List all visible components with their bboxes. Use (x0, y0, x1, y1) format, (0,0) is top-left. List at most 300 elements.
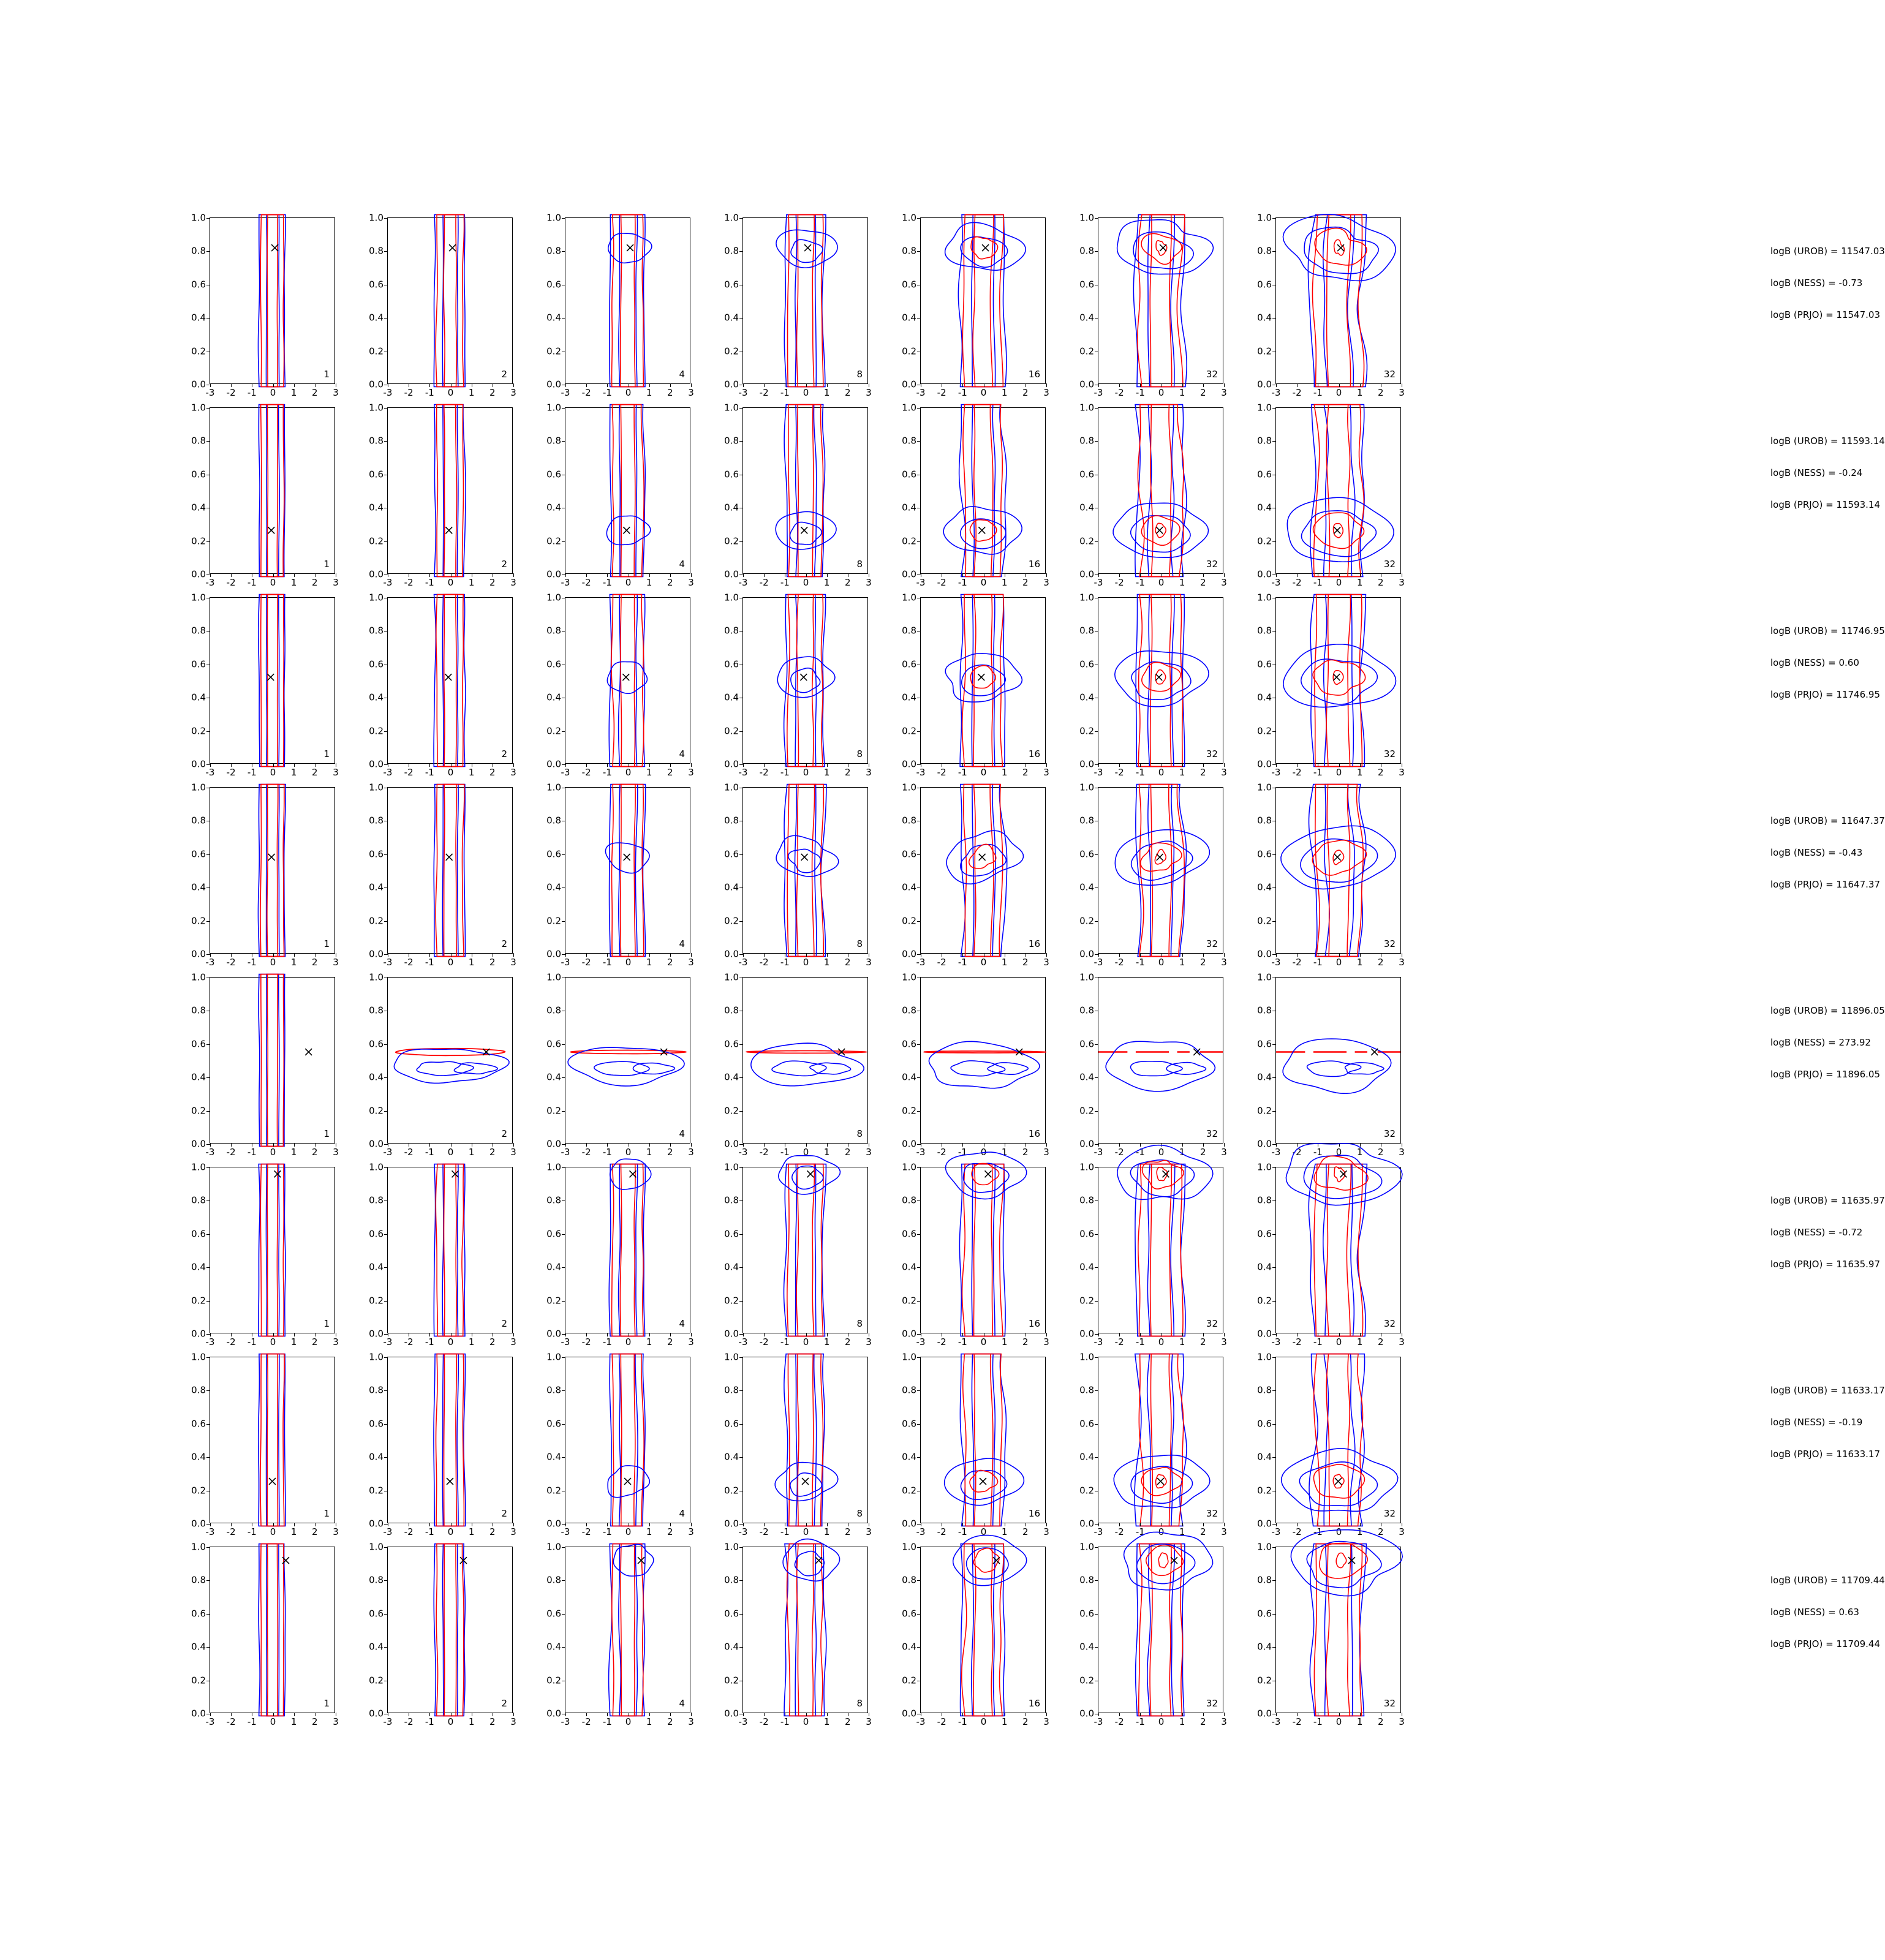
contour-panel[interactable] (902, 1161, 1049, 1348)
x-tick-label: -3 (383, 577, 393, 588)
x-tick-label: 2 (845, 1716, 851, 1727)
x-tick-label: -3 (561, 1716, 570, 1727)
contour-panel[interactable] (902, 212, 1049, 398)
x-tick-label: 1 (290, 767, 297, 778)
x-tick-label: 0 (1158, 577, 1165, 588)
contour-panel[interactable] (1079, 1351, 1227, 1537)
contour-line-red (436, 1164, 463, 1336)
x-tick-label: -1 (425, 577, 434, 588)
x-tick-label: 0 (803, 957, 809, 968)
x-tick-label: 3 (1043, 957, 1049, 968)
x-tick-label: 0 (980, 387, 987, 398)
panel-cell (184, 212, 339, 398)
contour-line-red (1150, 1544, 1171, 1716)
y-tick-mark (384, 1457, 388, 1458)
y-tick-label: 0.4 (546, 1071, 561, 1083)
contour-panel[interactable] (1079, 402, 1227, 588)
x-tick-label: 3 (510, 1336, 516, 1348)
contour-panel[interactable] (1079, 592, 1227, 778)
panel-tag: 16 (1028, 1128, 1040, 1139)
contour-panel[interactable] (546, 1161, 694, 1348)
y-tick-label: 0.8 (191, 1574, 206, 1586)
y-tick-label: 0.0 (1257, 1328, 1272, 1340)
contour-panel[interactable] (191, 971, 339, 1158)
x-tick-label: -1 (602, 1147, 612, 1158)
x-tick-label: 3 (333, 577, 339, 588)
x-tick-label: -2 (404, 1147, 414, 1158)
contour-panel[interactable] (902, 402, 1049, 588)
y-tick-label: 0.2 (546, 915, 561, 927)
contour-line-red (1315, 595, 1362, 767)
y-tick-mark (206, 441, 210, 442)
panel-tag: 4 (679, 1318, 685, 1329)
y-tick-label: 0.4 (1257, 1261, 1272, 1273)
y-tick-mark (739, 1614, 743, 1615)
y-tick-label: 0.8 (369, 435, 383, 447)
panel-cell (1072, 402, 1227, 588)
x-tick-label: 2 (1378, 1336, 1384, 1348)
y-tick-label: 1.0 (724, 212, 739, 224)
y-tick-label: 1.0 (369, 1541, 383, 1553)
x-tick-label: -3 (1271, 387, 1281, 398)
x-tick-label: -1 (247, 387, 257, 398)
y-tick-label: 0.0 (546, 1138, 561, 1150)
y-tick-mark (739, 1044, 743, 1045)
panel-cell (184, 971, 339, 1158)
contour-line-blue (961, 519, 1006, 549)
x-tick-label: -3 (738, 1526, 748, 1537)
contour-panel[interactable] (1079, 971, 1227, 1158)
y-tick-mark (206, 1044, 210, 1045)
panel-cell (894, 1351, 1049, 1537)
panel-row (184, 592, 1885, 787)
y-tick-label: 0.8 (902, 1194, 916, 1206)
y-tick-mark (206, 1234, 210, 1235)
x-tick-label: 2 (667, 577, 673, 588)
x-tick-label: -3 (738, 767, 748, 778)
contour-line-red (973, 1164, 992, 1336)
contour-line-red (611, 595, 644, 767)
y-tick-mark (384, 1547, 388, 1548)
panel-cell (1250, 971, 1405, 1158)
contour-line-blue (1137, 1544, 1195, 1584)
y-tick-label: 0.6 (1257, 658, 1272, 670)
contour-panel[interactable] (546, 212, 694, 398)
y-tick-label: 0.8 (191, 1384, 206, 1396)
contour-panel[interactable] (1257, 1351, 1405, 1537)
y-tick-label: 0.8 (1079, 245, 1094, 257)
y-tick-label: 0.0 (1079, 948, 1094, 960)
y-tick-mark (206, 251, 210, 252)
contour-panel[interactable] (902, 592, 1049, 778)
x-tick-label: -1 (425, 1526, 434, 1537)
y-tick-mark (1272, 1077, 1276, 1078)
contour-panel[interactable] (191, 782, 339, 968)
contour-line-red (973, 1544, 993, 1716)
x-tick-label: -3 (205, 1526, 215, 1537)
contour-line-blue (790, 1473, 822, 1496)
x-tick-label: 3 (1221, 1336, 1227, 1348)
contour-panel[interactable] (724, 212, 872, 398)
contour-line-red (621, 405, 635, 577)
true-value-marker (1337, 244, 1344, 251)
contour-panel[interactable] (191, 402, 339, 588)
contour-line-blue (1310, 1544, 1366, 1716)
y-tick-mark (1272, 1167, 1276, 1168)
contour-panel[interactable] (369, 1351, 516, 1537)
y-tick-mark (1095, 1167, 1098, 1168)
x-tick-label: 3 (1043, 1526, 1049, 1537)
x-tick-label: 2 (1022, 1336, 1029, 1348)
x-tick-label: 0 (1158, 1336, 1165, 1348)
contour-panel[interactable] (1257, 1161, 1405, 1348)
y-tick-label: 0.4 (724, 692, 739, 703)
x-tick-label: 1 (468, 387, 475, 398)
true-value-marker (804, 244, 811, 251)
contour-panel[interactable] (902, 782, 1049, 968)
x-tick-label: -2 (759, 767, 769, 778)
y-tick-label: 0.4 (902, 692, 916, 703)
contour-panel[interactable] (1257, 782, 1405, 968)
y-tick-label: 0.2 (369, 535, 383, 547)
contour-panel[interactable] (369, 402, 516, 588)
contour-panel[interactable] (369, 592, 516, 778)
panel-tag: 8 (856, 1128, 863, 1139)
y-tick-label: 0.2 (546, 725, 561, 737)
y-tick-label: 0.0 (724, 1518, 739, 1529)
contour-panel[interactable] (191, 1351, 339, 1537)
y-tick-label: 0.6 (369, 1608, 383, 1619)
x-tick-label: -1 (425, 1336, 434, 1348)
y-tick-mark (1095, 218, 1098, 219)
contour-line-blue (1283, 1039, 1391, 1093)
y-tick-mark (917, 921, 921, 922)
contour-panel[interactable] (902, 1541, 1049, 1727)
contour-line-red (261, 595, 284, 767)
contour-panel[interactable] (191, 592, 339, 778)
y-tick-label: 0.4 (546, 1261, 561, 1273)
y-tick-label: 0.0 (724, 758, 739, 770)
x-tick-label: -3 (1094, 1526, 1103, 1537)
x-tick-label: 0 (270, 387, 276, 398)
panel-tag: 8 (856, 369, 863, 380)
contour-panel[interactable] (369, 1541, 516, 1727)
row-annotation: logB (NESS) = -0.43 (1770, 847, 1863, 858)
panel-cell (539, 971, 694, 1158)
contour-panel[interactable] (1079, 1161, 1227, 1348)
contour-panel[interactable] (724, 971, 872, 1158)
x-tick-label: 1 (823, 767, 830, 778)
y-tick-label: 1.0 (546, 1161, 561, 1173)
x-tick-label: 1 (1001, 1716, 1008, 1727)
contour-panel[interactable] (902, 1351, 1049, 1537)
x-tick-label: 1 (290, 1336, 297, 1348)
x-tick-label: -3 (1271, 767, 1281, 778)
x-tick-label: -2 (937, 1147, 946, 1158)
y-tick-mark (739, 1647, 743, 1648)
y-tick-label: 0.2 (1257, 915, 1272, 927)
x-tick-label: -2 (1292, 1716, 1302, 1727)
row-annotation: logB (PRJO) = 11635.97 (1770, 1259, 1881, 1270)
contour-panel[interactable] (1257, 1541, 1405, 1727)
y-tick-label: 1.0 (724, 402, 739, 413)
x-tick-label: 3 (1221, 387, 1227, 398)
x-tick-label: 1 (290, 957, 297, 968)
y-tick-mark (739, 1424, 743, 1425)
y-tick-label: 0.2 (191, 345, 206, 357)
contour-panel[interactable] (1079, 782, 1227, 968)
y-tick-label: 0.0 (191, 1138, 206, 1150)
contour-line-red (260, 785, 284, 957)
row-annotation: logB (NESS) = 0.63 (1770, 1607, 1859, 1618)
y-tick-mark (917, 1077, 921, 1078)
x-tick-label: 1 (1356, 767, 1363, 778)
contour-line-blue (946, 831, 1024, 884)
contour-line-blue (960, 595, 1005, 767)
x-tick-label: -2 (226, 1526, 236, 1537)
y-tick-label: 0.6 (724, 658, 739, 670)
contour-panel[interactable] (724, 1161, 872, 1348)
panel-tag: 32 (1383, 1698, 1396, 1709)
y-tick-label: 0.6 (546, 848, 561, 860)
x-tick-label: 2 (312, 387, 318, 398)
y-tick-label: 0.2 (1257, 1485, 1272, 1496)
x-tick-label: -1 (1135, 1147, 1145, 1158)
x-tick-label: 0 (447, 1716, 454, 1727)
x-tick-label: 3 (688, 1336, 694, 1348)
y-tick-label: 0.6 (902, 279, 916, 290)
x-tick-label: -3 (1271, 1147, 1281, 1158)
y-tick-label: 0.8 (1257, 1194, 1272, 1206)
contour-line-blue (454, 1063, 497, 1074)
y-tick-mark (206, 1301, 210, 1302)
x-tick-label: 0 (270, 1716, 276, 1727)
y-tick-label: 0.2 (724, 1105, 739, 1117)
x-tick-label: -1 (780, 1336, 790, 1348)
contour-panel[interactable] (546, 402, 694, 588)
x-tick-label: -3 (1271, 957, 1281, 968)
y-tick-label: 0.4 (1257, 881, 1272, 893)
y-tick-mark (739, 731, 743, 732)
y-tick-mark (1272, 1614, 1276, 1615)
x-tick-label: 0 (447, 767, 454, 778)
contour-panel[interactable] (724, 1541, 872, 1727)
contour-line-blue (772, 1061, 826, 1076)
y-tick-label: 0.8 (191, 435, 206, 447)
contour-line-red (436, 1354, 464, 1526)
true-value-marker (623, 527, 630, 533)
contour-line-red (444, 1544, 456, 1716)
x-tick-label: 3 (333, 957, 339, 968)
contour-line-red (796, 1164, 814, 1336)
y-tick-label: 0.2 (191, 725, 206, 737)
y-tick-label: 0.6 (902, 1608, 916, 1619)
contour-panel[interactable] (1079, 212, 1227, 398)
y-tick-label: 0.6 (1257, 469, 1272, 480)
contour-panel[interactable] (369, 212, 516, 398)
panel-tag: 16 (1028, 938, 1040, 949)
y-tick-mark (384, 1580, 388, 1581)
x-tick-label: 0 (1335, 1526, 1342, 1537)
y-tick-label: 0.6 (1079, 1038, 1094, 1050)
x-tick-label: -1 (780, 577, 790, 588)
contour-panel[interactable] (191, 1161, 339, 1348)
x-tick-label: 1 (823, 957, 830, 968)
y-tick-label: 1.0 (902, 1161, 916, 1173)
contour-line-red (1138, 1164, 1183, 1336)
row-annotation: logB (UROB) = 11635.97 (1770, 1195, 1885, 1206)
x-tick-label: -2 (759, 1716, 769, 1727)
true-value-marker (622, 674, 629, 680)
x-tick-label: -2 (937, 957, 946, 968)
y-tick-mark (1272, 1234, 1276, 1235)
contour-panel[interactable] (546, 1541, 694, 1727)
x-tick-label: -3 (916, 1716, 926, 1727)
y-tick-mark (384, 218, 388, 219)
panel-row (184, 1541, 1885, 1736)
contour-line-red (747, 1050, 866, 1053)
contour-line-blue (1117, 220, 1214, 274)
y-tick-label: 0.4 (902, 1071, 916, 1083)
y-tick-label: 0.6 (902, 658, 916, 670)
y-tick-label: 0.2 (1079, 1295, 1094, 1306)
contour-panel[interactable] (1257, 212, 1405, 398)
y-tick-label: 0.2 (369, 1675, 383, 1686)
y-tick-mark (1272, 251, 1276, 252)
contour-panel[interactable] (902, 971, 1049, 1158)
contour-panel[interactable] (1257, 592, 1405, 778)
contour-line-red (260, 1164, 284, 1336)
y-tick-label: 1.0 (1257, 1161, 1272, 1173)
contour-panel[interactable] (546, 592, 694, 778)
y-tick-label: 0.2 (724, 915, 739, 927)
x-tick-label: 2 (667, 1526, 673, 1537)
y-tick-mark (917, 1267, 921, 1268)
y-tick-label: 0.0 (724, 948, 739, 960)
true-value-marker (1334, 854, 1341, 861)
panel-cell (717, 1541, 872, 1727)
contour-line-blue (1106, 1041, 1215, 1091)
y-tick-label: 0.2 (546, 345, 561, 357)
panel-tag: 32 (1206, 1698, 1218, 1709)
contour-panel[interactable] (724, 1351, 872, 1537)
contour-line-blue (962, 665, 1005, 696)
x-tick-label: 1 (646, 1526, 652, 1537)
true-value-marker (1340, 1170, 1347, 1177)
y-tick-mark (739, 1267, 743, 1268)
y-tick-label: 0.6 (1079, 279, 1094, 290)
x-tick-label: 2 (1200, 1526, 1206, 1537)
panel-cell (1250, 212, 1405, 398)
x-tick-label: 2 (1022, 387, 1029, 398)
row-annotation: logB (UROB) = 11896.05 (1770, 1005, 1885, 1016)
x-tick-label: -1 (780, 387, 790, 398)
x-tick-label: -1 (780, 957, 790, 968)
x-tick-label: 2 (312, 577, 318, 588)
y-tick-label: 0.6 (1257, 1418, 1272, 1430)
x-tick-label: -1 (958, 577, 967, 588)
y-tick-label: 0.4 (191, 692, 206, 703)
x-tick-label: 2 (845, 767, 851, 778)
x-tick-label: 3 (1043, 767, 1049, 778)
contour-panel[interactable] (369, 971, 516, 1158)
y-tick-mark (562, 541, 565, 542)
y-tick-label: 1.0 (546, 971, 561, 983)
x-tick-label: -2 (581, 577, 591, 588)
y-tick-label: 0.6 (1079, 469, 1094, 480)
y-tick-mark (384, 1614, 388, 1615)
contour-panel[interactable] (1257, 971, 1405, 1158)
true-value-marker (445, 674, 451, 680)
y-tick-label: 1.0 (369, 1351, 383, 1363)
contour-line-red (798, 405, 814, 577)
panel-tag: 32 (1383, 748, 1396, 760)
contour-line-red (1334, 524, 1343, 538)
y-tick-label: 0.4 (369, 881, 383, 893)
contour-panel[interactable] (191, 212, 339, 398)
x-tick-label: 0 (625, 767, 632, 778)
y-tick-label: 0.6 (191, 848, 206, 860)
y-tick-mark (562, 1234, 565, 1235)
contour-panel[interactable] (369, 782, 516, 968)
x-tick-label: 3 (1221, 1716, 1227, 1727)
contour-panel[interactable] (191, 1541, 339, 1727)
y-tick-label: 1.0 (369, 971, 383, 983)
panel-tag: 2 (501, 938, 507, 949)
x-tick-label: 3 (866, 1336, 872, 1348)
y-tick-label: 1.0 (1079, 212, 1094, 224)
contour-panel[interactable] (1257, 402, 1405, 588)
contour-panel[interactable] (546, 1351, 694, 1537)
y-tick-label: 1.0 (1257, 212, 1272, 224)
x-tick-label: 2 (312, 1336, 318, 1348)
x-tick-label: 3 (1221, 957, 1227, 968)
y-tick-label: 0.2 (546, 1485, 561, 1496)
contour-line-blue (633, 1063, 674, 1074)
contour-panel[interactable] (724, 592, 872, 778)
contour-panel[interactable] (369, 1161, 516, 1348)
y-tick-mark (917, 441, 921, 442)
y-tick-label: 0.0 (1079, 1328, 1094, 1340)
contour-panel[interactable] (724, 782, 872, 968)
true-value-marker (1335, 1478, 1342, 1485)
panel-tag: 2 (501, 748, 507, 760)
x-tick-label: -1 (247, 767, 257, 778)
panel-tag: 8 (856, 748, 863, 760)
y-tick-label: 0.8 (902, 815, 916, 826)
y-tick-label: 0.4 (546, 312, 561, 323)
contour-panel[interactable] (546, 782, 694, 968)
contour-line-red (612, 215, 644, 387)
x-tick-label: 0 (1335, 957, 1342, 968)
x-tick-label: -3 (561, 1336, 570, 1348)
panel-row (184, 1161, 1885, 1357)
x-tick-label: 2 (1200, 767, 1206, 778)
x-tick-label: 3 (688, 577, 694, 588)
contour-panel[interactable] (1079, 1541, 1227, 1727)
y-tick-label: 0.2 (902, 1295, 916, 1306)
y-tick-label: 0.8 (724, 1384, 739, 1396)
true-value-marker (807, 1170, 814, 1177)
x-tick-label: -2 (581, 767, 591, 778)
x-tick-label: -3 (738, 1336, 748, 1348)
panel-tag: 2 (501, 1508, 507, 1519)
y-tick-label: 0.4 (902, 1641, 916, 1653)
true-value-marker (638, 1557, 644, 1564)
contour-panel[interactable] (546, 971, 694, 1158)
contour-panel[interactable] (724, 402, 872, 588)
x-tick-label: 2 (1378, 1147, 1384, 1158)
